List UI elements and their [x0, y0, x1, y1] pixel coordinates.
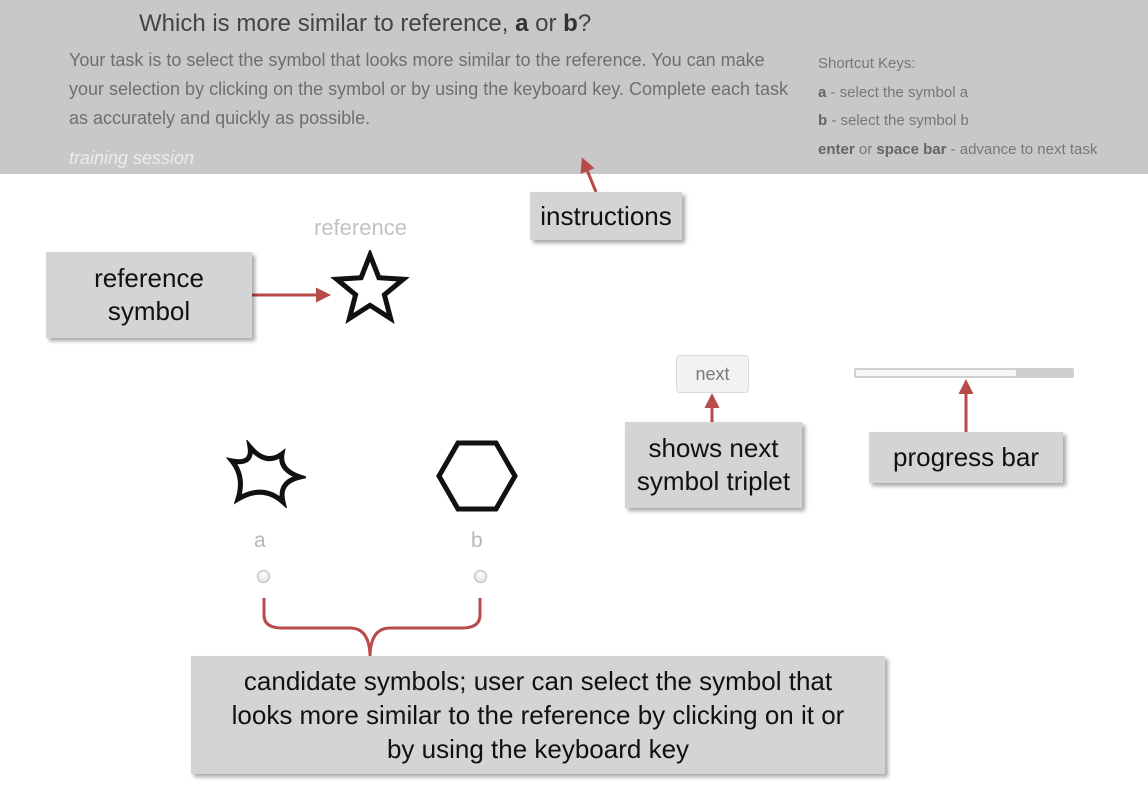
- candidates-callout-line1: candidate symbols; user can select the symbol that: [243, 666, 833, 696]
- candidate-b-label: b: [471, 529, 483, 552]
- reference-callout-line2: symbol: [107, 296, 191, 326]
- title-suffix: ?: [577, 10, 592, 37]
- candidate-a-label: a: [254, 529, 266, 552]
- next-callout-line2: symbol triplet: [636, 466, 791, 496]
- instructions-panel: [0, 0, 1148, 174]
- shortcut-a-key: a: [818, 83, 827, 101]
- shortcut-heading: Shortcut Keys:: [818, 55, 916, 72]
- title-a: a: [515, 10, 529, 37]
- candidates-callout-line3: by using the keyboard key: [386, 734, 690, 764]
- candidate-a-radio[interactable]: [257, 570, 270, 583]
- shortcut-b-key: b: [818, 112, 828, 129]
- reference-symbol-callout: [46, 252, 252, 338]
- shortcut-advance: [818, 136, 1097, 165]
- progress-bar-callout: [869, 432, 1063, 483]
- shortcut-a: [818, 79, 1097, 108]
- title-text: Which is more similar to reference,: [139, 10, 516, 37]
- shortcut-enter-key: enter: [818, 140, 855, 158]
- instructions-callout: [530, 192, 682, 240]
- title-or: or: [528, 10, 564, 37]
- shortcut-space-key: space bar: [876, 140, 947, 158]
- shortcut-advance-desc: - advance to next task: [946, 140, 1098, 158]
- session-label: training session: [69, 148, 195, 168]
- shortcut-b-desc: - select the symbol b: [827, 112, 969, 129]
- next-callout-line1: shows next: [648, 433, 779, 463]
- candidates-callout: [191, 656, 885, 774]
- page-title: [139, 10, 591, 38]
- candidate-b-radio[interactable]: [474, 570, 487, 583]
- progress-bar: [854, 368, 1074, 378]
- star-icon: [330, 250, 410, 326]
- shortcut-keys: [818, 50, 1097, 164]
- shortcut-or: or: [854, 140, 877, 158]
- shortcut-b: [818, 107, 1097, 136]
- progress-callout-text: progress bar: [893, 442, 1039, 472]
- next-callout: [625, 422, 802, 508]
- hexagon-icon[interactable]: [436, 440, 518, 512]
- candidates-callout-line2: looks more similar to the reference by clicking on it or: [231, 700, 845, 730]
- title-b: b: [563, 10, 578, 37]
- task-instructions: Your task is to select the symbol that looks more similar to the reference. You can make your selection by clicking on the symbol or by using the keyboard key. Complete each task as accurately and quickly as possible.: [69, 50, 789, 128]
- reference-label: reference: [314, 215, 407, 240]
- next-button[interactable]: next: [676, 355, 749, 393]
- concave-star-icon[interactable]: [226, 440, 306, 508]
- candidate-brace: [264, 598, 480, 655]
- shortcut-a-desc: - select the symbol a: [826, 83, 969, 101]
- reference-callout-line1: reference: [94, 263, 204, 293]
- progress-fill: [856, 370, 1016, 376]
- instructions-callout-text: instructions: [540, 200, 672, 231]
